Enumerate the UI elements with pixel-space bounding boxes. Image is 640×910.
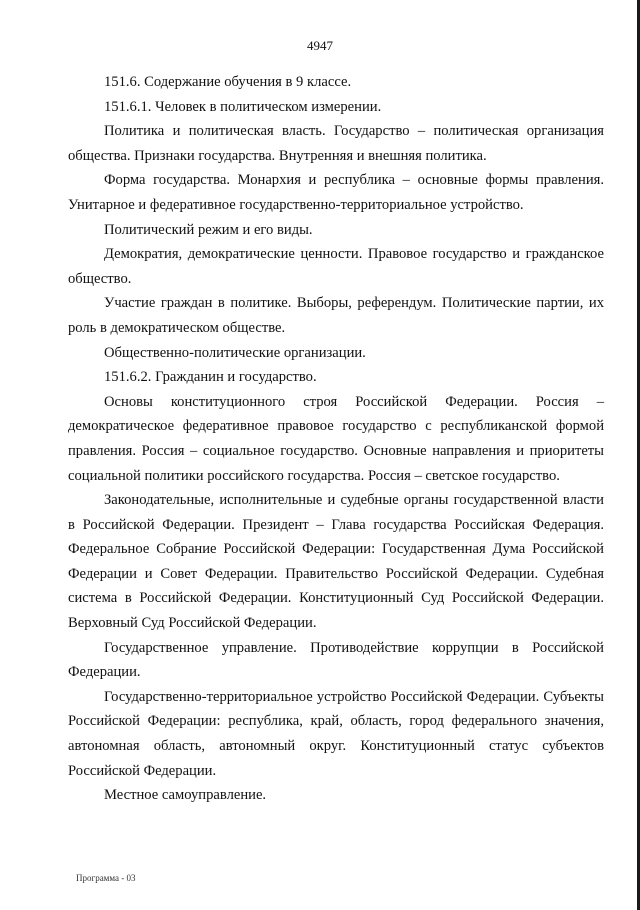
page-number: 4947 bbox=[307, 38, 333, 53]
footer-label: Программа - 03 bbox=[76, 873, 136, 883]
paragraph: Местное самоуправление. bbox=[104, 787, 267, 804]
paragraph: Государственное управление. Противодействие коррупции в Российской Федерации. bbox=[68, 639, 604, 681]
paragraph: Участие граждан в политике. Выборы, референдум. Политические партии, их роль в демократическом обществе. bbox=[68, 295, 604, 336]
paragraph: Форма государства. Монархия и республика – основные формы правления. Унитарное и федеративное государственно-территориальное устройство. bbox=[68, 172, 604, 213]
subsection-heading: 151.6.1. Человек в политическом измерении. bbox=[104, 98, 382, 115]
subsection-heading: 151.6.2. Гражданин и государство. bbox=[104, 369, 317, 386]
paragraph: Общественно-политические организации. bbox=[104, 344, 366, 361]
paragraph: Политика и политическая власть. Государство – политическая организация общества. Признаки государства. Внутренняя и внешняя политика. bbox=[68, 123, 604, 164]
paragraph: Законодательные, исполнительные и судебные органы государственной власти в Российской Федерации. Президент – Глава государства Российская Федерация. Федеральное Собрание Российской Федерации: Государственная Дума Российской Федерации и Совет Федерации. Правительство Российской Федерации. Судебная система в Российской Федерации. Конституционный Суд Российской Федерации. Верховный Суд Российской Федерации. bbox=[68, 492, 604, 632]
document-body bbox=[68, 70, 604, 808]
paragraph: Основы конституционного строя Российской Федерации. Россия – демократическое федеративное правовое государство с республиканской формой правления. Россия – социальное государство. Основные направления и приоритеты социальной политики российского государства. Россия – светское государство. bbox=[68, 393, 604, 484]
paragraph: Государственно-территориальное устройство Российской Федерации. Субъекты Российской Федерации: республика, край, область, город федерального значения, автономная область, автономный округ. Конституционный статус субъектов Российской Федерации. bbox=[68, 688, 604, 779]
paragraph: Политический режим и его виды. bbox=[104, 221, 313, 238]
section-heading: 151.6. Содержание обучения в 9 классе. bbox=[104, 74, 352, 90]
paragraph: Демократия, демократические ценности. Правовое государство и гражданское общество. bbox=[68, 246, 604, 287]
